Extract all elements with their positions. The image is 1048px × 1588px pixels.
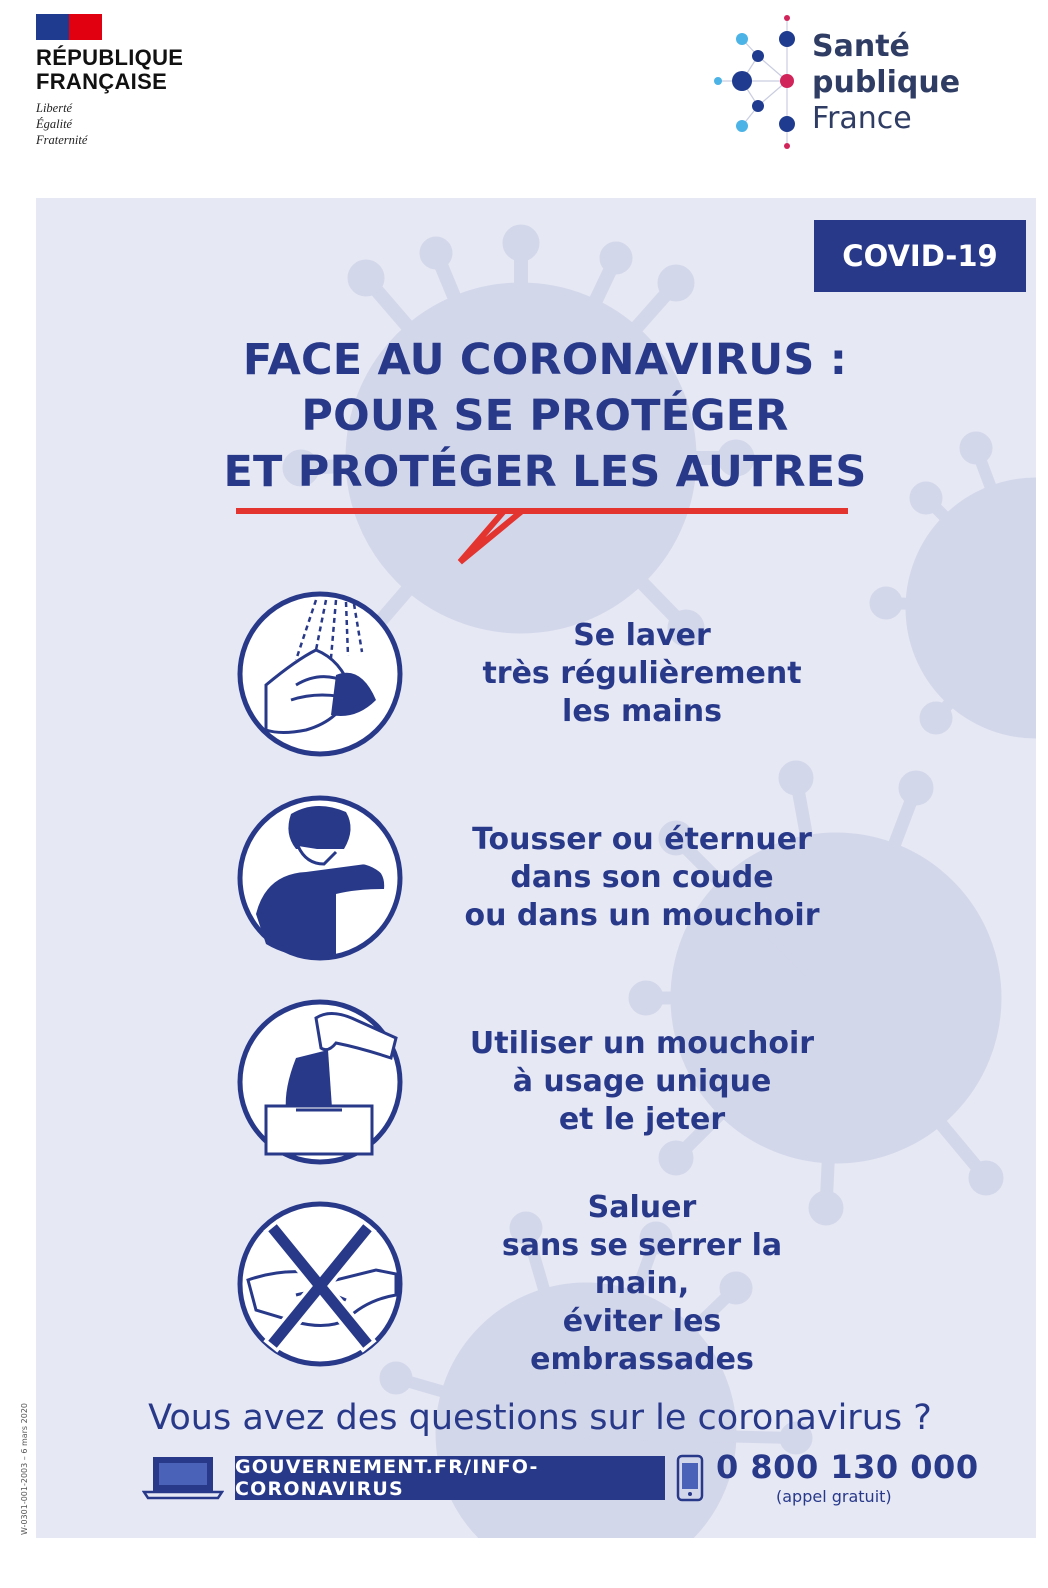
info-coronavirus-link[interactable]: GOUVERNEMENT.FR/INFO-CORONAVIRUS: [235, 1456, 665, 1500]
gesture-row-tissue: [232, 998, 972, 1168]
gesture-text-handwashing: Se laver très régulièrement les mains: [482, 618, 802, 729]
spf-line3: France: [812, 101, 912, 136]
marianne-flag-icon: [36, 14, 102, 40]
speech-bubble-underline-icon: [232, 502, 852, 572]
document-reference-text: W-0301-001-2003 – 6 mars 2020: [20, 1402, 29, 1535]
gesture-text-tissue: Utiliser un mouchoir à usage unique et le jeter: [469, 1026, 815, 1137]
covid-badge: COVID-19: [814, 220, 1026, 292]
cough-elbow-icon: [236, 794, 404, 962]
motto-fraternite: Fraternité: [36, 133, 88, 147]
gesture-row-cough: [232, 794, 972, 964]
rf-motto: [36, 100, 216, 148]
gesture-text-no-handshake: Saluer sans se serrer la main, éviter les embrassades: [501, 1190, 783, 1377]
motto-egalite: Égalité: [36, 117, 73, 131]
poster-title: [150, 332, 940, 500]
spf-line1: Santé: [812, 29, 910, 64]
gesture-row-no-handshake: [232, 1190, 972, 1377]
rf-name-line1: RÉPUBLIQUE: [36, 45, 184, 70]
hotline-number[interactable]: 0 800 130 000: [716, 1448, 979, 1486]
rf-name-line2: FRANÇAISE: [36, 69, 168, 94]
handwashing-icon: [236, 590, 404, 758]
network-dots-icon: [712, 12, 812, 154]
mobile-phone-icon: [676, 1454, 704, 1502]
title-line1: FACE AU CORONAVIRUS :: [242, 335, 848, 385]
tissue-icon: [236, 998, 404, 1166]
gesture-text-cough: Tousser ou éternuer dans son coude ou dans un mouchoir: [464, 822, 820, 933]
laptop-icon: [142, 1456, 224, 1500]
questions-heading: Vous avez des questions sur le coronavirus ?: [148, 1398, 932, 1438]
document-reference: [20, 1402, 32, 1535]
no-handshake-icon: [236, 1200, 404, 1368]
title-line3: ET PROTÉGER LES AUTRES: [223, 447, 867, 497]
sante-publique-france-logo: [712, 12, 972, 154]
gesture-row-handwashing: [232, 590, 972, 760]
hotline-note: (appel gratuit): [776, 1487, 892, 1506]
spf-line2: publique: [812, 65, 961, 100]
spf-wordmark: [812, 29, 960, 137]
republique-francaise-logo: [36, 14, 216, 148]
motto-liberte: Liberté: [36, 101, 73, 115]
title-line2: POUR SE PROTÉGER: [301, 391, 789, 441]
